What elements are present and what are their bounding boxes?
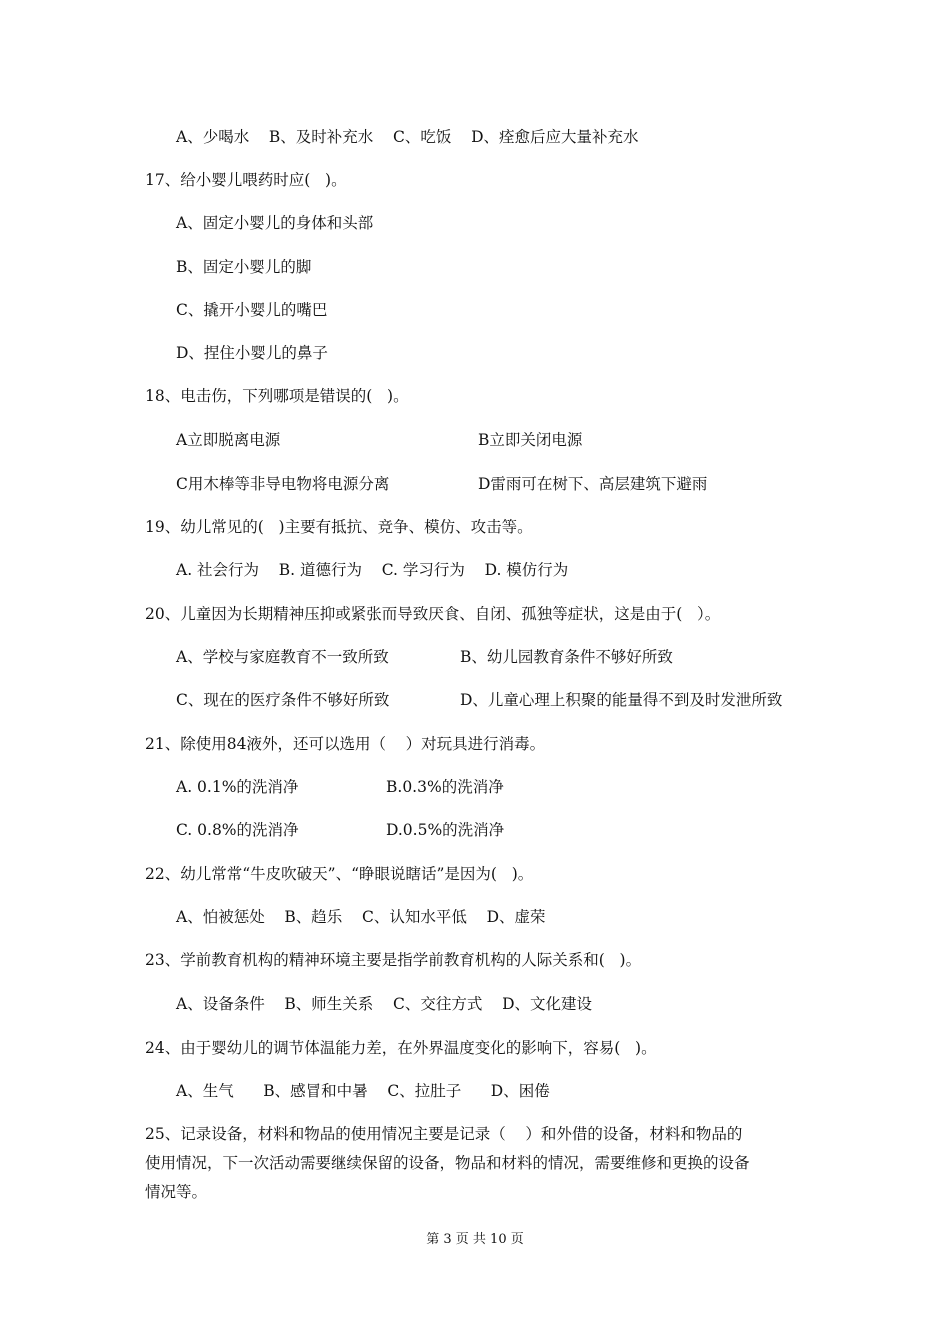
- q25-stem-line-3: 情况等。: [145, 1183, 208, 1201]
- q18-option-d: D雷雨可在树下、高层建筑下避雨: [478, 475, 708, 493]
- q18-option-c: C用木棒等非导电物将电源分离: [176, 475, 390, 493]
- q20-option-d: D、儿童心理上积聚的能量得不到及时发泄所致: [460, 691, 783, 709]
- q19-options: A. 社会行为 B. 道德行为 C. 学习行为 D. 模仿行为: [176, 561, 569, 579]
- q17-stem: 17、给小婴儿喂药时应( )。: [145, 171, 347, 189]
- q25-stem-line-1: 25、记录设备，材料和物品的使用情况主要是记录（ ）和外借的设备，材料和物品的: [145, 1125, 743, 1143]
- q21-option-a: A. 0.1%的洗消净: [176, 778, 299, 796]
- q18-option-a: A立即脱离电源: [176, 431, 281, 449]
- q20-option-b: B、幼儿园教育条件不够好所致: [460, 648, 673, 666]
- q17-option-b: B、固定小婴儿的脚: [176, 258, 312, 276]
- q21-option-b: B.0.3%的洗消净: [386, 778, 504, 796]
- q22-options: A、怕被惩处 B、趋乐 C、认知水平低 D、虚荣: [176, 908, 546, 926]
- q18-stem: 18、电击伤，下列哪项是错误的( )。: [145, 387, 409, 405]
- q19-stem: 19、幼儿常见的( )主要有抵抗、竞争、模仿、攻击等。: [145, 518, 533, 536]
- q20-option-a: A、学校与家庭教育不一致所致: [176, 648, 389, 666]
- q17-option-c: C、撬开小婴儿的嘴巴: [176, 301, 328, 319]
- q21-option-d: D.0.5%的洗消净: [386, 821, 505, 839]
- q21-option-c: C. 0.8%的洗消净: [176, 821, 299, 839]
- q20-stem: 20、儿童因为长期精神压抑或紧张而导致厌食、自闭、孤独等症状，这是由于( ）。: [145, 605, 721, 623]
- q22-stem: 22、幼儿常常“牛皮吹破天”、“睁眼说瞎话”是因为( )。: [145, 865, 534, 883]
- q23-options: A、设备条件 B、师生关系 C、交往方式 D、文化建设: [176, 995, 592, 1013]
- q16-options: A、少喝水 B、及时补充水 C、吃饭 D、痊愈后应大量补充水: [176, 128, 639, 146]
- q18-option-b: B立即关闭电源: [478, 431, 583, 449]
- q24-options: A、生气 B、感冒和中暑 C、拉肚子 D、困倦: [176, 1082, 550, 1100]
- q17-option-d: D、捏住小婴儿的鼻子: [176, 344, 328, 362]
- q17-option-a: A、固定小婴儿的身体和头部: [176, 214, 374, 232]
- q20-option-c: C、现在的医疗条件不够好所致: [176, 691, 390, 709]
- q23-stem: 23、学前教育机构的精神环境主要是指学前教育机构的人际关系和( )。: [145, 951, 642, 969]
- q24-stem: 24、由于婴幼儿的调节体温能力差，在外界温度变化的影响下，容易( )。: [145, 1039, 657, 1057]
- q21-stem: 21、除使用84液外，还可以选用（ ）对玩具进行消毒。: [145, 735, 546, 753]
- q25-stem-line-2: 使用情况，下一次活动需要继续保留的设备，物品和材料的情况，需要维修和更换的设备: [145, 1154, 750, 1172]
- page-footer: 第 3 页 共 10 页: [426, 1232, 524, 1247]
